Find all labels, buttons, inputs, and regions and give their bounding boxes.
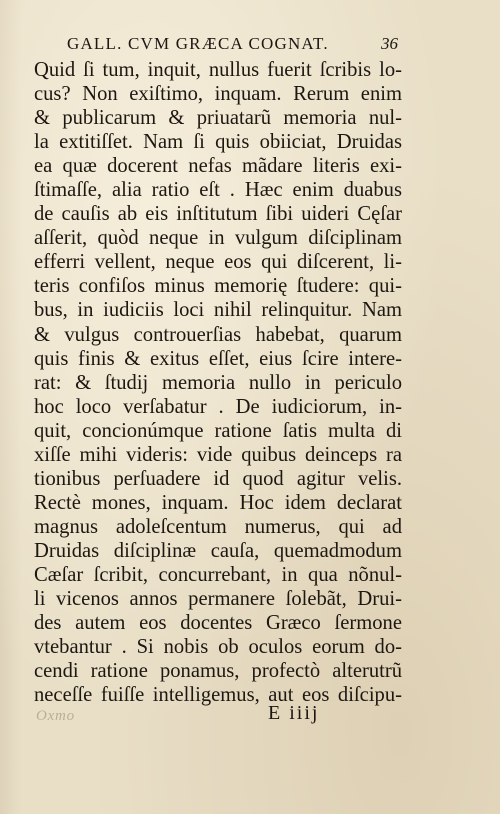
text-line: ſtimaſſe, alia ratio eſt . Hæc enim duabus <box>34 179 402 202</box>
text-line: tionibus perſuadere id quod agitur velis. <box>34 467 402 490</box>
text-line: & publicarum & priuatarũ memoria nul- <box>34 107 402 130</box>
catchword-bleedthrough: Oxmo <box>36 708 75 724</box>
text-line: neceſſe fuiſſe intelligemus, aut eos diſcipu- <box>34 684 402 707</box>
text-line: Druidas diſciplinæ cauſa, quemadmodum <box>34 539 402 562</box>
text-line: teris confiſos minus memorię ſtudere: qui- <box>34 275 402 298</box>
text-line: cus? Non exiſtimo, inquam. Rerum enim <box>34 83 402 106</box>
text-line: quit, concionúmque ratione ſatis multa di <box>34 419 402 442</box>
page-number: 36 <box>381 34 398 53</box>
text-line: hoc loco verſabatur . De iudiciorum, in- <box>34 395 402 418</box>
text-line: xiſſe mihi videris: vide quibus deinceps ra <box>34 443 402 466</box>
text-line: aſſerit, quòd neque in vulgum diſciplinam <box>34 227 402 250</box>
text-line: la extitiſſet. Nam ſi quis obiiciat, Druidas <box>34 131 402 154</box>
text-line: Rectè mones, inquam. Hoc idem declarat <box>34 491 402 514</box>
signature-mark: E iiij <box>268 702 320 724</box>
body-text <box>34 58 402 707</box>
text-line: cendi ratione ponamus, profectò alterutrũ <box>34 660 402 683</box>
text-line: Cæſar ſcribit, concurrebant, in qua nõnul- <box>34 563 402 586</box>
text-line: & vulgus controuerſias habebat, quarum <box>34 323 402 346</box>
text-line: bus, in iudiciis loci nihil relinquitur. Nam <box>34 299 402 322</box>
text-line: magnus adoleſcentum numerus, qui ad <box>34 515 402 538</box>
text-line: li vicenos annos permanere ſolebãt, Drui- <box>34 588 402 611</box>
text-line: rat: & ſtudij memoria nullo in periculo <box>34 371 402 394</box>
text-line: efferri vellent, neque eos qui diſcerent, li- <box>34 251 402 274</box>
text-line: ea quæ docerent nefas mãdare literis exi- <box>34 155 402 178</box>
running-header: GALL. CVM GRÆCA COGNAT. <box>67 34 329 53</box>
text-line: vtebantur . Si nobis ob oculos eorum do- <box>34 636 402 659</box>
text-line: Quid ſi tum, inquit, nullus fuerit ſcribis lo- <box>34 59 402 81</box>
text-line: quis finis & exitus eſſet, eius ſcire intere- <box>34 347 402 370</box>
text-line: des autem eos docentes Græco ſermone <box>34 612 402 635</box>
text-line: de cauſis ab eis inſtitutum ſibi uideri Cęſar <box>34 203 402 226</box>
